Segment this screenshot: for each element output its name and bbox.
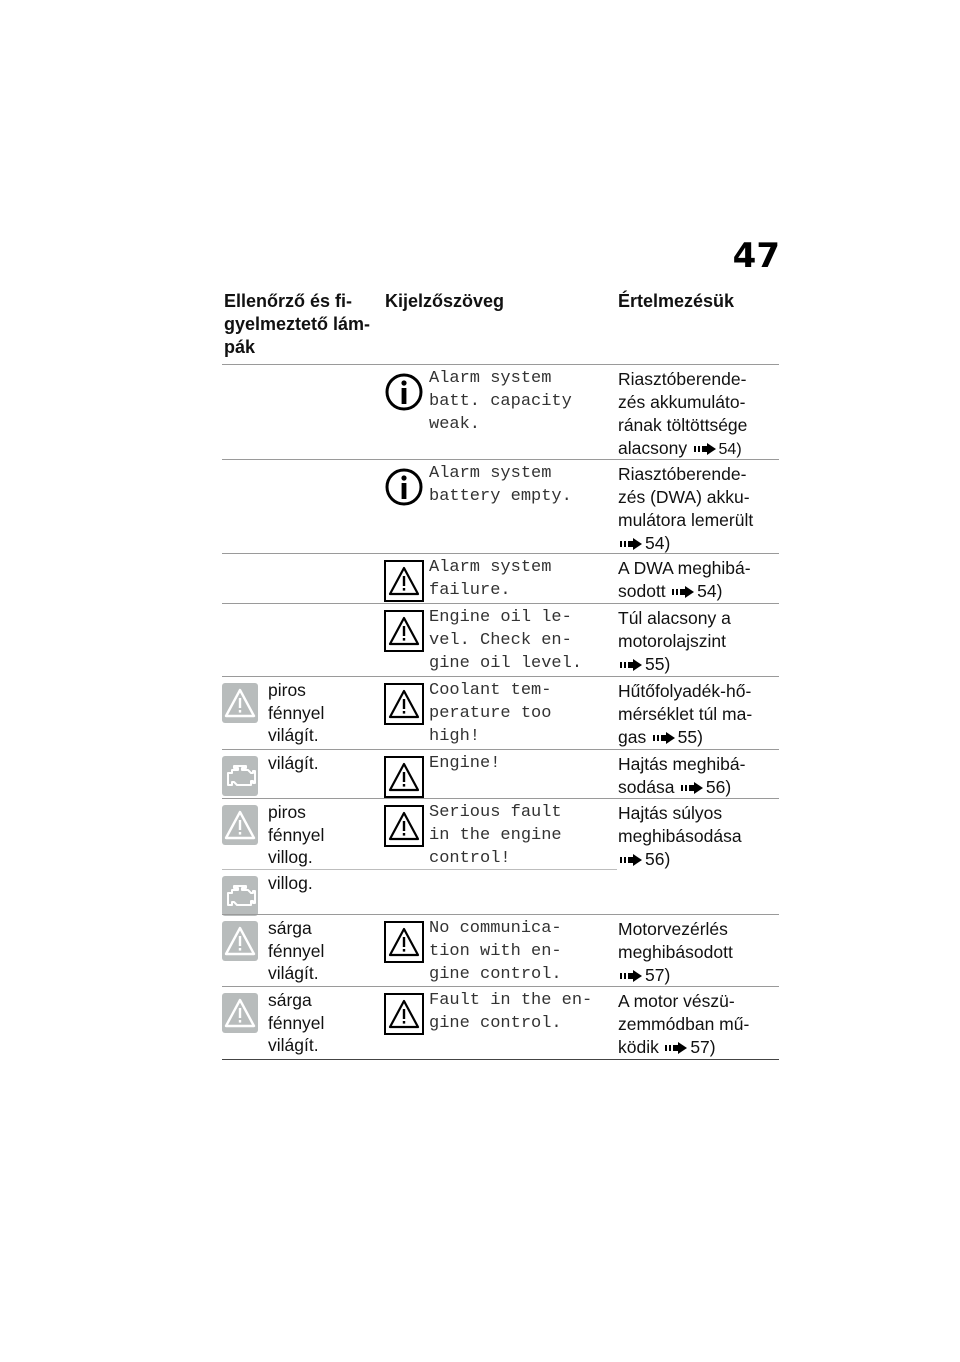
engine-lamp-icon: [222, 756, 258, 796]
display-text: Engine oil le- vel. Check en- gine oil level.: [429, 608, 583, 673]
warning-lamp-icon: [222, 805, 258, 845]
arrow-icon: [653, 732, 675, 744]
meaning-text: Motorvezérlés meghibásodott: [618, 919, 733, 962]
table-row: [222, 749, 779, 798]
header-display-text: Kijelzőszöveg: [385, 291, 505, 311]
warning-icon: [384, 805, 424, 847]
meaning-cell: [618, 753, 780, 799]
header-meaning: Értelmezésük: [618, 291, 735, 311]
arrow-icon: [694, 443, 716, 455]
warning-icon: [384, 683, 424, 725]
meaning-text: A motor vészü- zemmódban mű- ködik: [618, 991, 750, 1057]
meaning-text: Túl alacsony a motorolajszint: [618, 608, 731, 651]
table-row: [222, 798, 779, 914]
lamp-state-text: sárga fénnyel világít.: [268, 990, 325, 1055]
arrow-icon: [672, 586, 694, 598]
meaning-cell: [618, 463, 780, 555]
arrow-icon: [665, 1042, 687, 1054]
info-icon: [384, 371, 424, 413]
display-text: No communica- tion with en- gine control.: [429, 919, 562, 984]
meaning-cell: [618, 607, 780, 676]
engine-lamp-icon: [222, 876, 258, 916]
page-ref[interactable]: 54): [697, 581, 723, 601]
page-ref[interactable]: 55): [645, 654, 671, 674]
page-ref[interactable]: 56): [645, 849, 671, 869]
display-text: Fault in the en- gine control.: [429, 991, 593, 1033]
table-row: [222, 459, 779, 553]
display-text: Coolant tem- perature too high!: [429, 681, 552, 746]
display-text: Alarm system failure.: [429, 558, 552, 600]
meaning-cell: [618, 557, 780, 603]
table-row: [222, 986, 779, 1060]
page-ref[interactable]: 57): [690, 1037, 716, 1057]
lamp-state-text: piros fénnyel villog.: [268, 802, 325, 867]
arrow-icon: [681, 782, 703, 794]
arrow-icon: [620, 659, 642, 671]
meaning-text: Hűtőfolyadék-hő- mérséklet túl ma- gas: [618, 681, 753, 747]
page-ref[interactable]: 56): [705, 777, 732, 797]
display-text: Engine!: [429, 754, 501, 773]
page-ref[interactable]: 54): [645, 533, 671, 553]
meaning-cell: [618, 680, 780, 749]
warning-icon: [384, 921, 424, 963]
page-ref[interactable]: 57): [645, 965, 671, 985]
meaning-cell: [618, 990, 780, 1059]
meaning-cell: [618, 802, 780, 871]
lamp-state-text: világít.: [268, 753, 319, 773]
lamp-state-text: piros fénnyel világít.: [268, 680, 325, 745]
meaning-cell: [618, 368, 780, 460]
meaning-cell: [618, 918, 780, 987]
header-warning-lamps: Ellenőrző és fi- gyelmeztető lám- pák: [224, 291, 371, 357]
lamp-state-text: sárga fénnyel világít.: [268, 918, 325, 983]
table-row: [222, 676, 779, 749]
arrow-icon: [620, 970, 642, 982]
display-text: Alarm system battery empty.: [429, 464, 572, 506]
table-row: [222, 603, 779, 676]
lamp-state-text: villog.: [268, 873, 313, 893]
meaning-text: Hajtás súlyos meghibásodása: [618, 803, 742, 846]
display-text: Serious fault in the engine control!: [429, 803, 562, 868]
page-ref[interactable]: 54): [718, 441, 742, 458]
meaning-text: Hajtás meghibá- sodása: [618, 754, 746, 797]
table-row: [222, 914, 779, 986]
warning-lamp-icon: [222, 993, 258, 1033]
warning-lamp-icon: [222, 683, 258, 723]
meaning-text: Riasztóberende- zés akkumuláto- rának töltöttsége alacsony: [618, 369, 748, 458]
warning-icon: [384, 756, 424, 798]
warning-lamp-icon: [222, 921, 258, 961]
arrow-icon: [620, 538, 642, 550]
warning-table: [222, 364, 779, 1060]
table-row: [222, 553, 779, 603]
arrow-icon: [620, 854, 642, 866]
display-text: Alarm system batt. capacity weak.: [429, 369, 572, 434]
warning-icon: [384, 560, 424, 602]
table-row: [222, 364, 779, 459]
info-icon: [384, 466, 424, 508]
meaning-text: A DWA meghibá- sodott: [618, 558, 751, 601]
page-ref[interactable]: 55): [677, 727, 703, 747]
warning-icon: [384, 610, 424, 652]
meaning-text: Riasztóberende- zés (DWA) akku- mulátora lemerült: [618, 464, 754, 530]
warning-icon: [384, 993, 424, 1035]
page-number: 47: [732, 236, 780, 276]
